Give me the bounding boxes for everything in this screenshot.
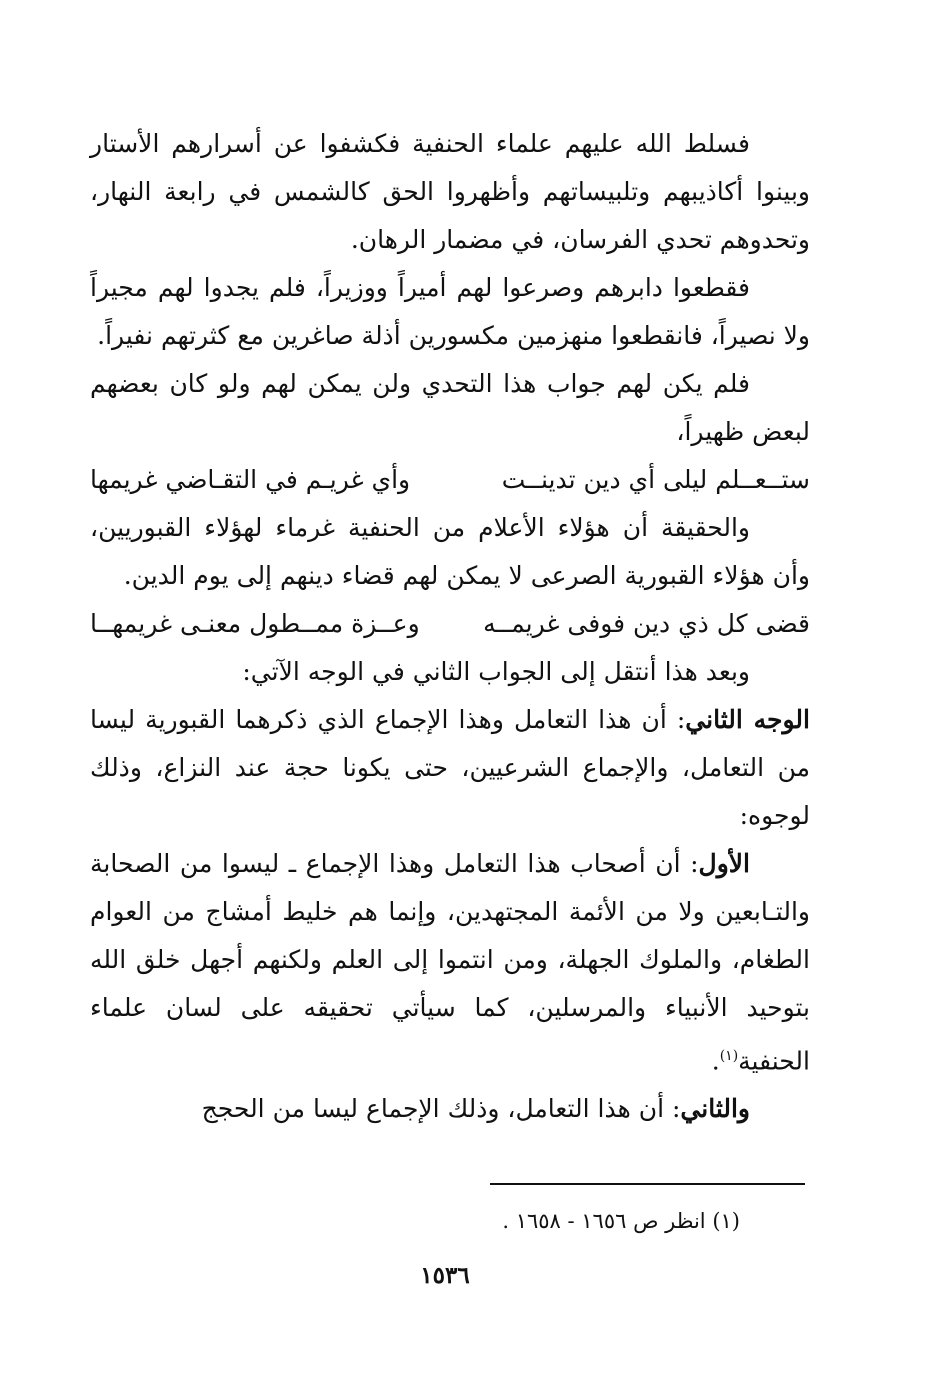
verse-2 — [90, 600, 810, 648]
paragraph-6-label: الوجه الثاني — [685, 705, 810, 734]
paragraph-8 — [90, 1085, 810, 1133]
paragraph-6-text: : أن هذا التعامل وهذا الإجماع الذي ذكرهما القبورية ليسا من التعامل، والإجماع الشرعيين، حتى يكونا حجة عند النزاع، وذلك لوجوه: — [90, 705, 810, 830]
footnote-reference: (١) — [719, 1048, 739, 1064]
verse-1-second-hemistich: وأي غريـم في التقـاضي غريمها — [90, 465, 411, 494]
verse-2-second-hemistich: وعــزة ممــطول معنـى غريمهــا — [90, 609, 420, 638]
main-text — [90, 120, 810, 1133]
paragraph-7-end: . — [711, 1046, 720, 1076]
paragraph-7 — [90, 840, 810, 1085]
paragraph-3: فلم يكن لهم جواب هذا التحدي ولن يمكن لهم ولو كان بعضهم لبعض ظهيراً، — [90, 369, 810, 446]
paragraph-8-text: : أن هذا التعامل، وذلك الإجماع ليسا من الحجج — [201, 1094, 681, 1124]
page-number: ١٥٣٦ — [420, 1262, 470, 1289]
paragraph-7-label: الأول — [698, 849, 750, 878]
paragraph-4: والحقيقة أن هؤلاء الأعلام من الحنفية غرماء لهؤلاء القبوريين، وأن هؤلاء القبورية الصرعى لا يمكن لهم قضاء دينهم إلى يوم الدين. — [90, 513, 810, 590]
footnote: (١) انظر ص ١٦٥٦ - ١٦٥٨ . — [502, 1209, 740, 1233]
verse-1-first-hemistich: ستــعــلم ليلى أي دين تدينــت — [501, 465, 810, 494]
verse-1 — [90, 456, 810, 504]
paragraph-6 — [90, 696, 810, 840]
paragraph-8-label: والثاني — [680, 1094, 750, 1124]
footnote-divider — [490, 1183, 805, 1185]
paragraph-5: وبعد هذا أنتقل إلى الجواب الثاني في الوجه الآتي: — [242, 657, 750, 686]
paragraph-7-text: : أن أصحاب هذا التعامل وهذا الإجماع ـ ليسوا من الصحابة والتـابعين ولا من الأئمة المجتهدين، وإنما هم خليط أمشاج من العوام الطغام، والملوك الجهلة، ومن انتموا إلى العلم ولكنهم أجهل خلق الله بتوحيد الأنبياء والمرسلين، كما سيأتي تحقيقه على لسان علماء الحنفية — [90, 849, 810, 1076]
paragraph-2: فقطعوا دابرهم وصرعوا لهم أميراً ووزيراً، فلم يجدوا لهم مجيراً ولا نصيراً، فانقطعوا منهزمين مكسورين أذلة صاغرين مع كثرتهم نفيراً. — [90, 273, 810, 350]
paragraph-1: فسلط الله عليهم علماء الحنفية فكشفوا عن أسرارهم الأستار وبينوا أكاذيبهم وتلبيساتهم وأظهروا الحق كالشمس في رابعة النهار، وتحدوهم تحدي الفرسان، في مضمار الرهان. — [90, 129, 810, 254]
verse-2-first-hemistich: قضى كل ذي دين فوفى غريمــه — [483, 609, 810, 638]
